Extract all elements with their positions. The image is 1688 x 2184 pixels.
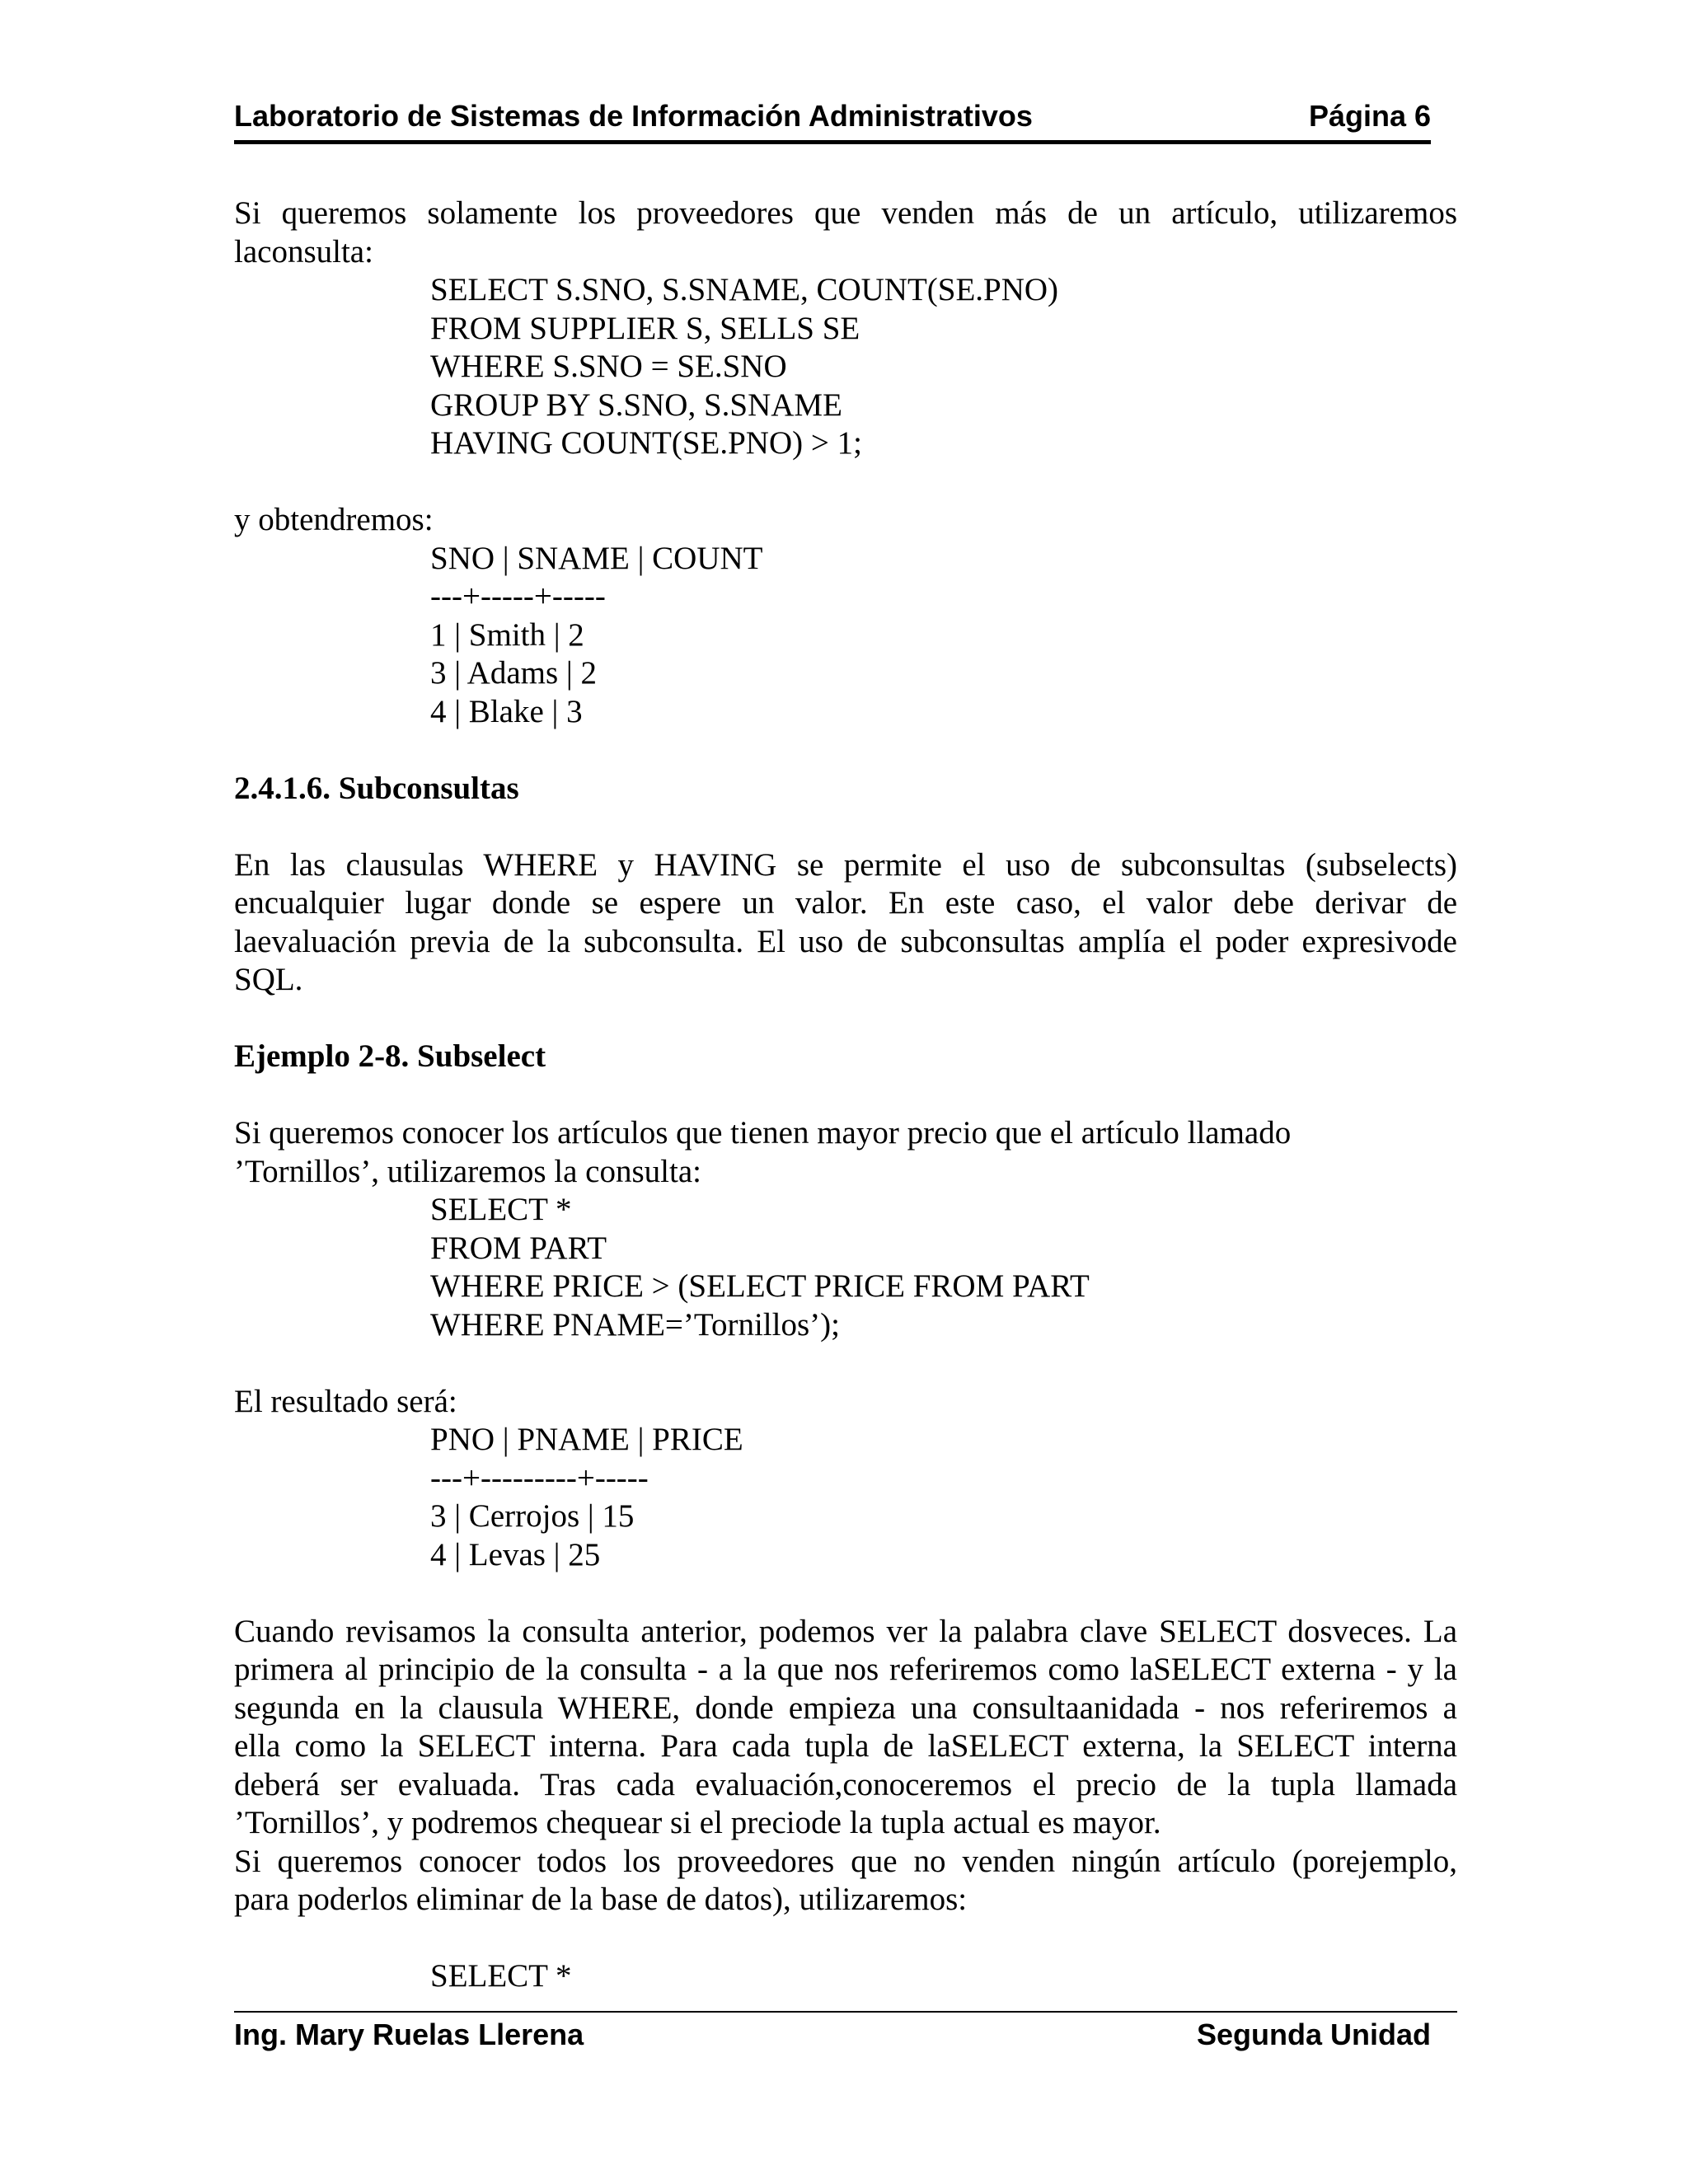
example-heading: Ejemplo 2-8. Subselect [234,1038,546,1074]
page-footer [234,2016,1431,2055]
code-line: SELECT S.SNO, S.SNAME, COUNT(SE.PNO) [430,272,1059,307]
paragraph-explanation [234,1613,1457,1843]
result-line: PNO | PNAME | PRICE [430,1422,743,1457]
text-line: laconsulta: [234,233,373,269]
result-line: 3 | Cerrojos | 15 [430,1498,635,1534]
text-line: para poderlos eliminar de la base de datos), utilizaremos: [234,1882,968,1917]
result-line: 1 | Smith | 2 [430,616,584,653]
result-intro: y obtendremos: [234,502,434,537]
text-line: laevaluación previa de la subconsulta. El uso de subconsultas amplía el poder expresivode [234,923,1457,959]
sql-query-1 [234,271,1457,463]
section-heading: 2.4.1.6. Subconsultas [234,770,519,806]
code-line: SELECT * [430,1958,572,1994]
text-line: Cuando revisamos la consulta anterior, podemos ver la palabra clave SELECT dosveces. La [234,1613,1457,1649]
code-line: HAVING COUNT(SE.PNO) > 1; [430,425,862,461]
code-line: FROM SUPPLIER S, SELLS SE [430,310,860,346]
text-line: ’Tornillos’, utilizaremos la consulta: [234,1153,701,1189]
header-title: Laboratorio de Sistemas de Información Administrativos [234,99,1033,133]
paragraph-subqueries [234,846,1457,1000]
footer-unit: Segunda Unidad [1196,2018,1431,2051]
sql-query-3 [234,1957,1457,1996]
text-line: primera al principio de la consulta - a la que nos referiremos como laSELECT externa - y la [234,1652,1457,1687]
text-line: ella como la SELECT interna. Para cada tupla de laSELECT externa, la SELECT interna [234,1728,1457,1764]
code-line: WHERE S.SNO = SE.SNO [430,349,787,384]
page-header [234,97,1431,144]
code-line: FROM PART [430,1230,607,1266]
footer-rule [234,2011,1457,2013]
text-line: encualquier lugar donde se espere un valor. En este caso, el valor debe derivar de [234,885,1457,921]
result-line: ---+---------+----- [430,1460,649,1496]
result-line: 4 | Levas | 25 [430,1536,601,1572]
result-line: 3 | Adams | 2 [430,655,597,691]
paragraph-suppliers [234,1843,1457,1919]
query-result-1 [234,540,1457,732]
footer-author: Ing. Mary Ruelas Llerena [234,2018,584,2051]
page-number: Página 6 [1308,99,1431,133]
text-line: Si queremos solamente los proveedores que venden más de un artículo, utilizaremos [234,195,1457,231]
code-line: SELECT * [430,1192,572,1227]
code-line: WHERE PNAME=’Tornillos’); [430,1306,840,1343]
result-line: ---+-----+----- [430,579,606,614]
result-line: 4 | Blake | 3 [430,693,583,729]
result-intro: El resultado será: [234,1383,457,1419]
text-line: deberá ser evaluada. Tras cada evaluación,conoceremos el precio de la tupla llamada [234,1766,1457,1802]
document-body [234,194,1457,1996]
result-line: SNO | SNAME | COUNT [430,540,763,576]
text-line: Si queremos conocer todos los proveedores que no venden ningún artículo (porejemplo, [234,1843,1457,1879]
paragraph-example [234,1114,1457,1191]
text-line: En las clausulas WHERE y HAVING se permite el uso de subconsultas (subselects) [234,846,1457,883]
text-line: ’Tornillos’, y podremos chequear si el preciode la tupla actual es mayor. [234,1805,1161,1840]
code-line: GROUP BY S.SNO, S.SNAME [430,387,842,423]
query-result-2 [234,1421,1457,1574]
paragraph-intro [234,194,1457,271]
code-line: WHERE PRICE > (SELECT PRICE FROM PART [430,1268,1090,1304]
text-line: SQL. [234,962,303,997]
sql-query-2 [234,1191,1457,1344]
text-line: segunda en la clausula WHERE, donde empieza una consultaanidada - nos referiremos a [234,1690,1457,1726]
text-line: Si queremos conocer los artículos que tienen mayor precio que el artículo llamado [234,1115,1292,1151]
